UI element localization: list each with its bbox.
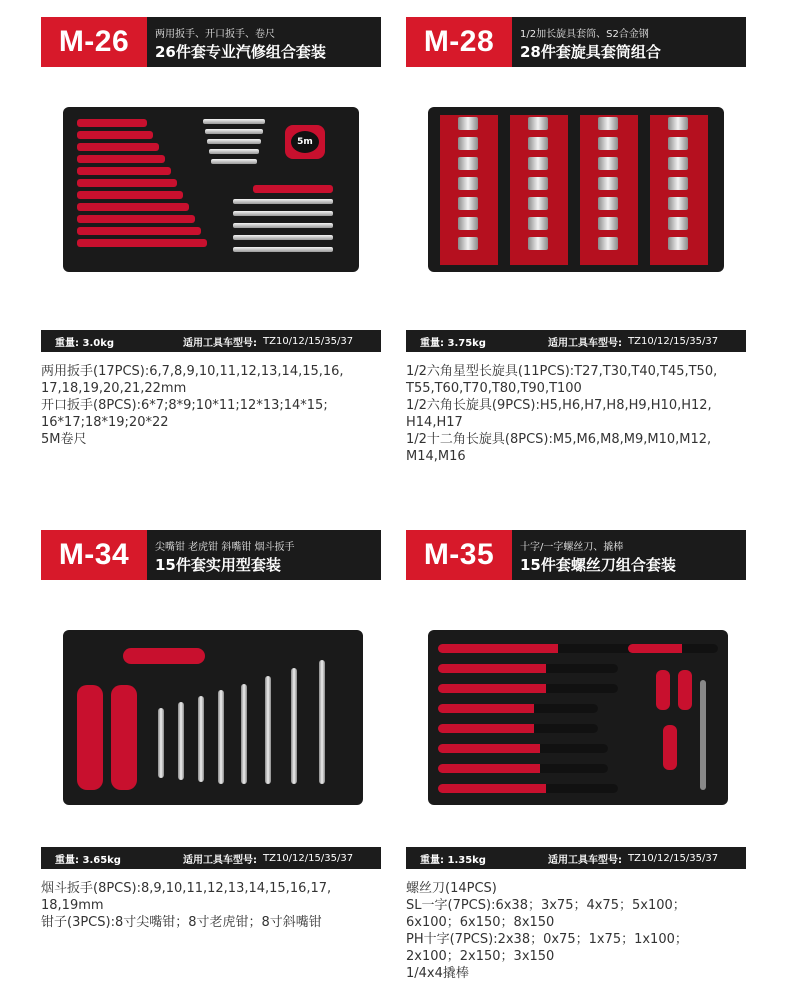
open-wrench [233, 247, 333, 252]
spec-list [41, 363, 386, 448]
screwdriver [438, 684, 618, 693]
spec-line: 1/4x4撬棒 [406, 966, 469, 981]
wrench [207, 139, 261, 144]
vehicle-label: 适用工具车型号: [183, 854, 257, 866]
socket [668, 117, 688, 130]
socket [598, 157, 618, 170]
socket [598, 217, 618, 230]
tool-tray [63, 107, 359, 272]
socket [458, 117, 478, 130]
vehicle-models: TZ10/12/15/35/37 [628, 852, 719, 864]
spec-bar [406, 847, 746, 869]
spec-line: 钳子(3PCS):8寸尖嘴钳；8寸老虎钳；8寸斜嘴钳 [41, 915, 322, 930]
wrench-slot [77, 239, 207, 247]
product-subtitle: 两用扳手、开口扳手、卷尺 [155, 29, 275, 40]
socket [528, 137, 548, 150]
product-card-m34 [41, 530, 381, 930]
socket [528, 237, 548, 250]
spec-bar [406, 330, 746, 352]
wrench-slot [77, 203, 189, 211]
l-wrench [218, 690, 224, 784]
product-image [406, 77, 746, 322]
socket [668, 217, 688, 230]
spec-line: 2x100；2x150；3x150 [406, 949, 555, 964]
socket [598, 117, 618, 130]
vehicle-label: 适用工具车型号: [548, 337, 622, 349]
open-wrench [233, 199, 333, 204]
model-badge: M-35 [406, 530, 512, 580]
product-title: 15件套实用型套装 [155, 556, 281, 574]
spec-line: 18,19mm [41, 898, 104, 913]
socket [458, 197, 478, 210]
socket [458, 237, 478, 250]
open-wrench [233, 223, 333, 228]
spec-line: 1/2六角星型长旋具(11PCS):T27,T30,T40,T45,T50, [406, 364, 718, 379]
spec-line: 16*17;18*19;20*22 [41, 415, 169, 430]
spec-list [41, 880, 386, 931]
wrench-slot [77, 131, 153, 139]
weight-label: 重量: 3.0kg [55, 337, 115, 349]
spec-line: H14,H17 [406, 415, 463, 430]
socket [668, 237, 688, 250]
l-wrench [198, 696, 204, 782]
vehicle-models: TZ10/12/15/35/37 [263, 852, 354, 864]
socket [668, 177, 688, 190]
screwdriver [438, 784, 618, 793]
wrench-slot [253, 185, 333, 193]
product-header [41, 530, 381, 580]
spec-line: SL一字(7PCS):6x38；3x75；4x75；5x100； [406, 898, 686, 913]
socket [528, 117, 548, 130]
product-header [406, 530, 746, 580]
wrench [205, 129, 263, 134]
product-title: 26件套专业汽修组合套装 [155, 43, 326, 61]
socket [528, 157, 548, 170]
spec-line: 两用扳手(17PCS):6,7,8,9,10,11,12,13,14,15,16, [41, 364, 344, 379]
product-image [41, 590, 381, 835]
product-card-m28 [406, 17, 746, 464]
screwdriver [438, 644, 638, 653]
l-wrench [291, 668, 297, 784]
screwdriver [438, 764, 608, 773]
vehicle-label: 适用工具车型号: [548, 854, 622, 866]
wrench-slot [77, 191, 183, 199]
wrench-slot [77, 143, 159, 151]
spec-line: 烟斗扳手(8PCS):8,9,10,11,12,13,14,15,16,17, [41, 881, 332, 896]
wrench-slot [77, 167, 171, 175]
screwdriver [438, 744, 608, 753]
spec-line: 17,18,19,20,21,22mm [41, 381, 187, 396]
model-badge: M-34 [41, 530, 147, 580]
spec-line: 1/2十二角长旋具(8PCS):M5,M6,M8,M9,M10,M12, [406, 432, 712, 447]
wrench-slot [77, 119, 147, 127]
socket [598, 197, 618, 210]
socket [458, 217, 478, 230]
screwdriver [438, 704, 598, 713]
socket [458, 137, 478, 150]
tape-label: 5m [291, 131, 319, 153]
socket [668, 157, 688, 170]
vehicle-models: TZ10/12/15/35/37 [263, 335, 354, 347]
tool-tray [428, 630, 728, 805]
spec-list [406, 363, 751, 465]
model-badge: M-28 [406, 17, 512, 67]
open-wrench [233, 235, 333, 240]
wrench-slot [77, 227, 201, 235]
spec-line: 1/2六角长旋具(9PCS):H5,H6,H7,H8,H9,H10,H12, [406, 398, 712, 413]
socket [668, 197, 688, 210]
spec-line: T55,T60,T70,T80,T90,T100 [406, 381, 582, 396]
product-subtitle: 1/2加长旋具套筒、S2合金钢 [520, 29, 649, 40]
l-wrench [265, 676, 271, 784]
wrench [211, 159, 257, 164]
wrench-slot [77, 179, 177, 187]
product-card-m26 [41, 17, 381, 447]
weight-label: 重量: 3.65kg [55, 854, 121, 866]
product-subtitle: 十字/一字螺丝刀、撬棒 [520, 542, 624, 553]
product-header [41, 17, 381, 67]
vehicle-label: 适用工具车型号: [183, 337, 257, 349]
spec-line: 开口扳手(8PCS):6*7;8*9;10*11;12*13;14*15; [41, 398, 328, 413]
socket [598, 177, 618, 190]
wrench-slot [77, 155, 165, 163]
l-wrench [319, 660, 325, 784]
open-wrench [233, 211, 333, 216]
product-image [41, 77, 381, 322]
long-nose-pliers [123, 648, 205, 664]
combination-pliers [77, 685, 103, 790]
screwdriver [628, 644, 718, 653]
socket [458, 177, 478, 190]
spec-line: PH十字(7PCS):2x38；0x75；1x75；1x100； [406, 932, 688, 947]
weight-label: 重量: 1.35kg [420, 854, 486, 866]
stubby-screwdriver [656, 670, 670, 710]
tool-tray [428, 107, 724, 272]
weight-label: 重量: 3.75kg [420, 337, 486, 349]
model-badge: M-26 [41, 17, 147, 67]
product-subtitle: 尖嘴钳 老虎钳 斜嘴钳 烟斗扳手 [155, 542, 295, 553]
diagonal-pliers [111, 685, 137, 790]
socket [528, 177, 548, 190]
tool-tray [63, 630, 363, 805]
spec-line: 6x100；6x150；8x150 [406, 915, 555, 930]
spec-line: 螺丝刀(14PCS) [406, 881, 497, 896]
pry-bar [700, 680, 706, 790]
spec-line: 5M卷尺 [41, 432, 87, 447]
stubby-screwdriver [678, 670, 692, 710]
spec-line: M14,M16 [406, 449, 466, 464]
socket [458, 157, 478, 170]
wrench [203, 119, 265, 124]
product-title: 15件套螺丝刀组合套装 [520, 556, 676, 574]
vehicle-models: TZ10/12/15/35/37 [628, 335, 719, 347]
l-wrench [241, 684, 247, 784]
spec-list [406, 880, 751, 982]
stubby-screwdriver [663, 725, 677, 770]
l-wrench [178, 702, 184, 780]
wrench [209, 149, 259, 154]
socket [528, 217, 548, 230]
product-image [406, 590, 746, 835]
socket [598, 137, 618, 150]
socket [528, 197, 548, 210]
tape-measure [285, 125, 325, 159]
product-title: 28件套旋具套筒组合 [520, 43, 661, 61]
screwdriver [438, 724, 598, 733]
spec-bar [41, 330, 381, 352]
spec-bar [41, 847, 381, 869]
wrench-slot [77, 215, 195, 223]
screwdriver [438, 664, 618, 673]
socket [668, 137, 688, 150]
product-header [406, 17, 746, 67]
product-card-m35 [406, 530, 746, 981]
socket [598, 237, 618, 250]
l-wrench [158, 708, 164, 778]
